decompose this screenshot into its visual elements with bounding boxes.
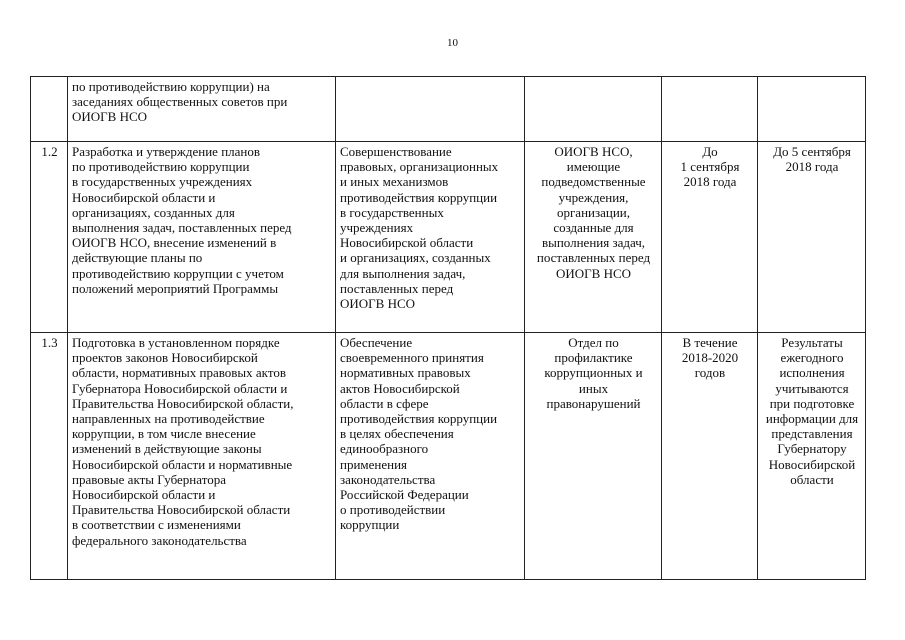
action-cell: по противодействию коррупции) на заседаниях общественных советов при ОИОГВ НСО: [68, 77, 336, 142]
table-row: [31, 77, 866, 142]
goal-cell: [336, 77, 525, 142]
goal-cell: Обеспечение своевременного принятия нормативных правовых актов Новосибирской области в сфере противодействия коррупции в целях обеспечения единообразного применения законодательства Российской Федерации о противодействии коррупции: [336, 333, 525, 580]
deadline-cell: До 1 сентября 2018 года: [662, 142, 758, 333]
executor-cell: ОИОГВ НСО, имеющие подведомственные учреждения, организации, созданные для выполнения задач, поставленных перед ОИОГВ НСО: [525, 142, 662, 333]
goal-cell: Совершенствование правовых, организационных и иных механизмов противодействия коррупции в государственных учреждениях Новосибирской области и организациях, созданных для выполнения задач, поставленных перед ОИОГВ НСО: [336, 142, 525, 333]
deadline-cell: В течение 2018-2020 годов: [662, 333, 758, 580]
page-number: 10: [447, 37, 458, 49]
executor-cell: Отдел по профилактике коррупционных и иных правонарушений: [525, 333, 662, 580]
row-number-cell: 1.3: [31, 333, 68, 580]
result-cell: До 5 сентября 2018 года: [758, 142, 866, 333]
result-cell: Результаты ежегодного исполнения учитываются при подготовке информации для представления Губернатору Новосибирской области: [758, 333, 866, 580]
row-number-cell: [31, 77, 68, 142]
table-row: [31, 333, 866, 580]
executor-cell: [525, 77, 662, 142]
action-plan-table: [30, 76, 866, 580]
row-number-cell: 1.2: [31, 142, 68, 333]
result-cell: [758, 77, 866, 142]
action-cell: Разработка и утверждение планов по противодействию коррупции в государственных учреждениях Новосибирской области и организациях, созданных для выполнения задач, поставленных перед ОИОГВ НСО, внесение изменений в действующие планы по противодействию коррупции с учетом положений мероприятий Программы: [68, 142, 336, 333]
action-cell: Подготовка в установленном порядке проектов законов Новосибирской области, нормативных правовых актов Губернатора Новосибирской области и Правительства Новосибирской области, направленных на противодействие коррупции, в том числе внесение изменений в действующие законы Новосибирской области и нормативные правовые акты Губернатора Новосибирской области и Правительства Новосибирской области в соответствии с изменениями федерального законодательства: [68, 333, 336, 580]
deadline-cell: [662, 77, 758, 142]
table-row: [31, 142, 866, 333]
